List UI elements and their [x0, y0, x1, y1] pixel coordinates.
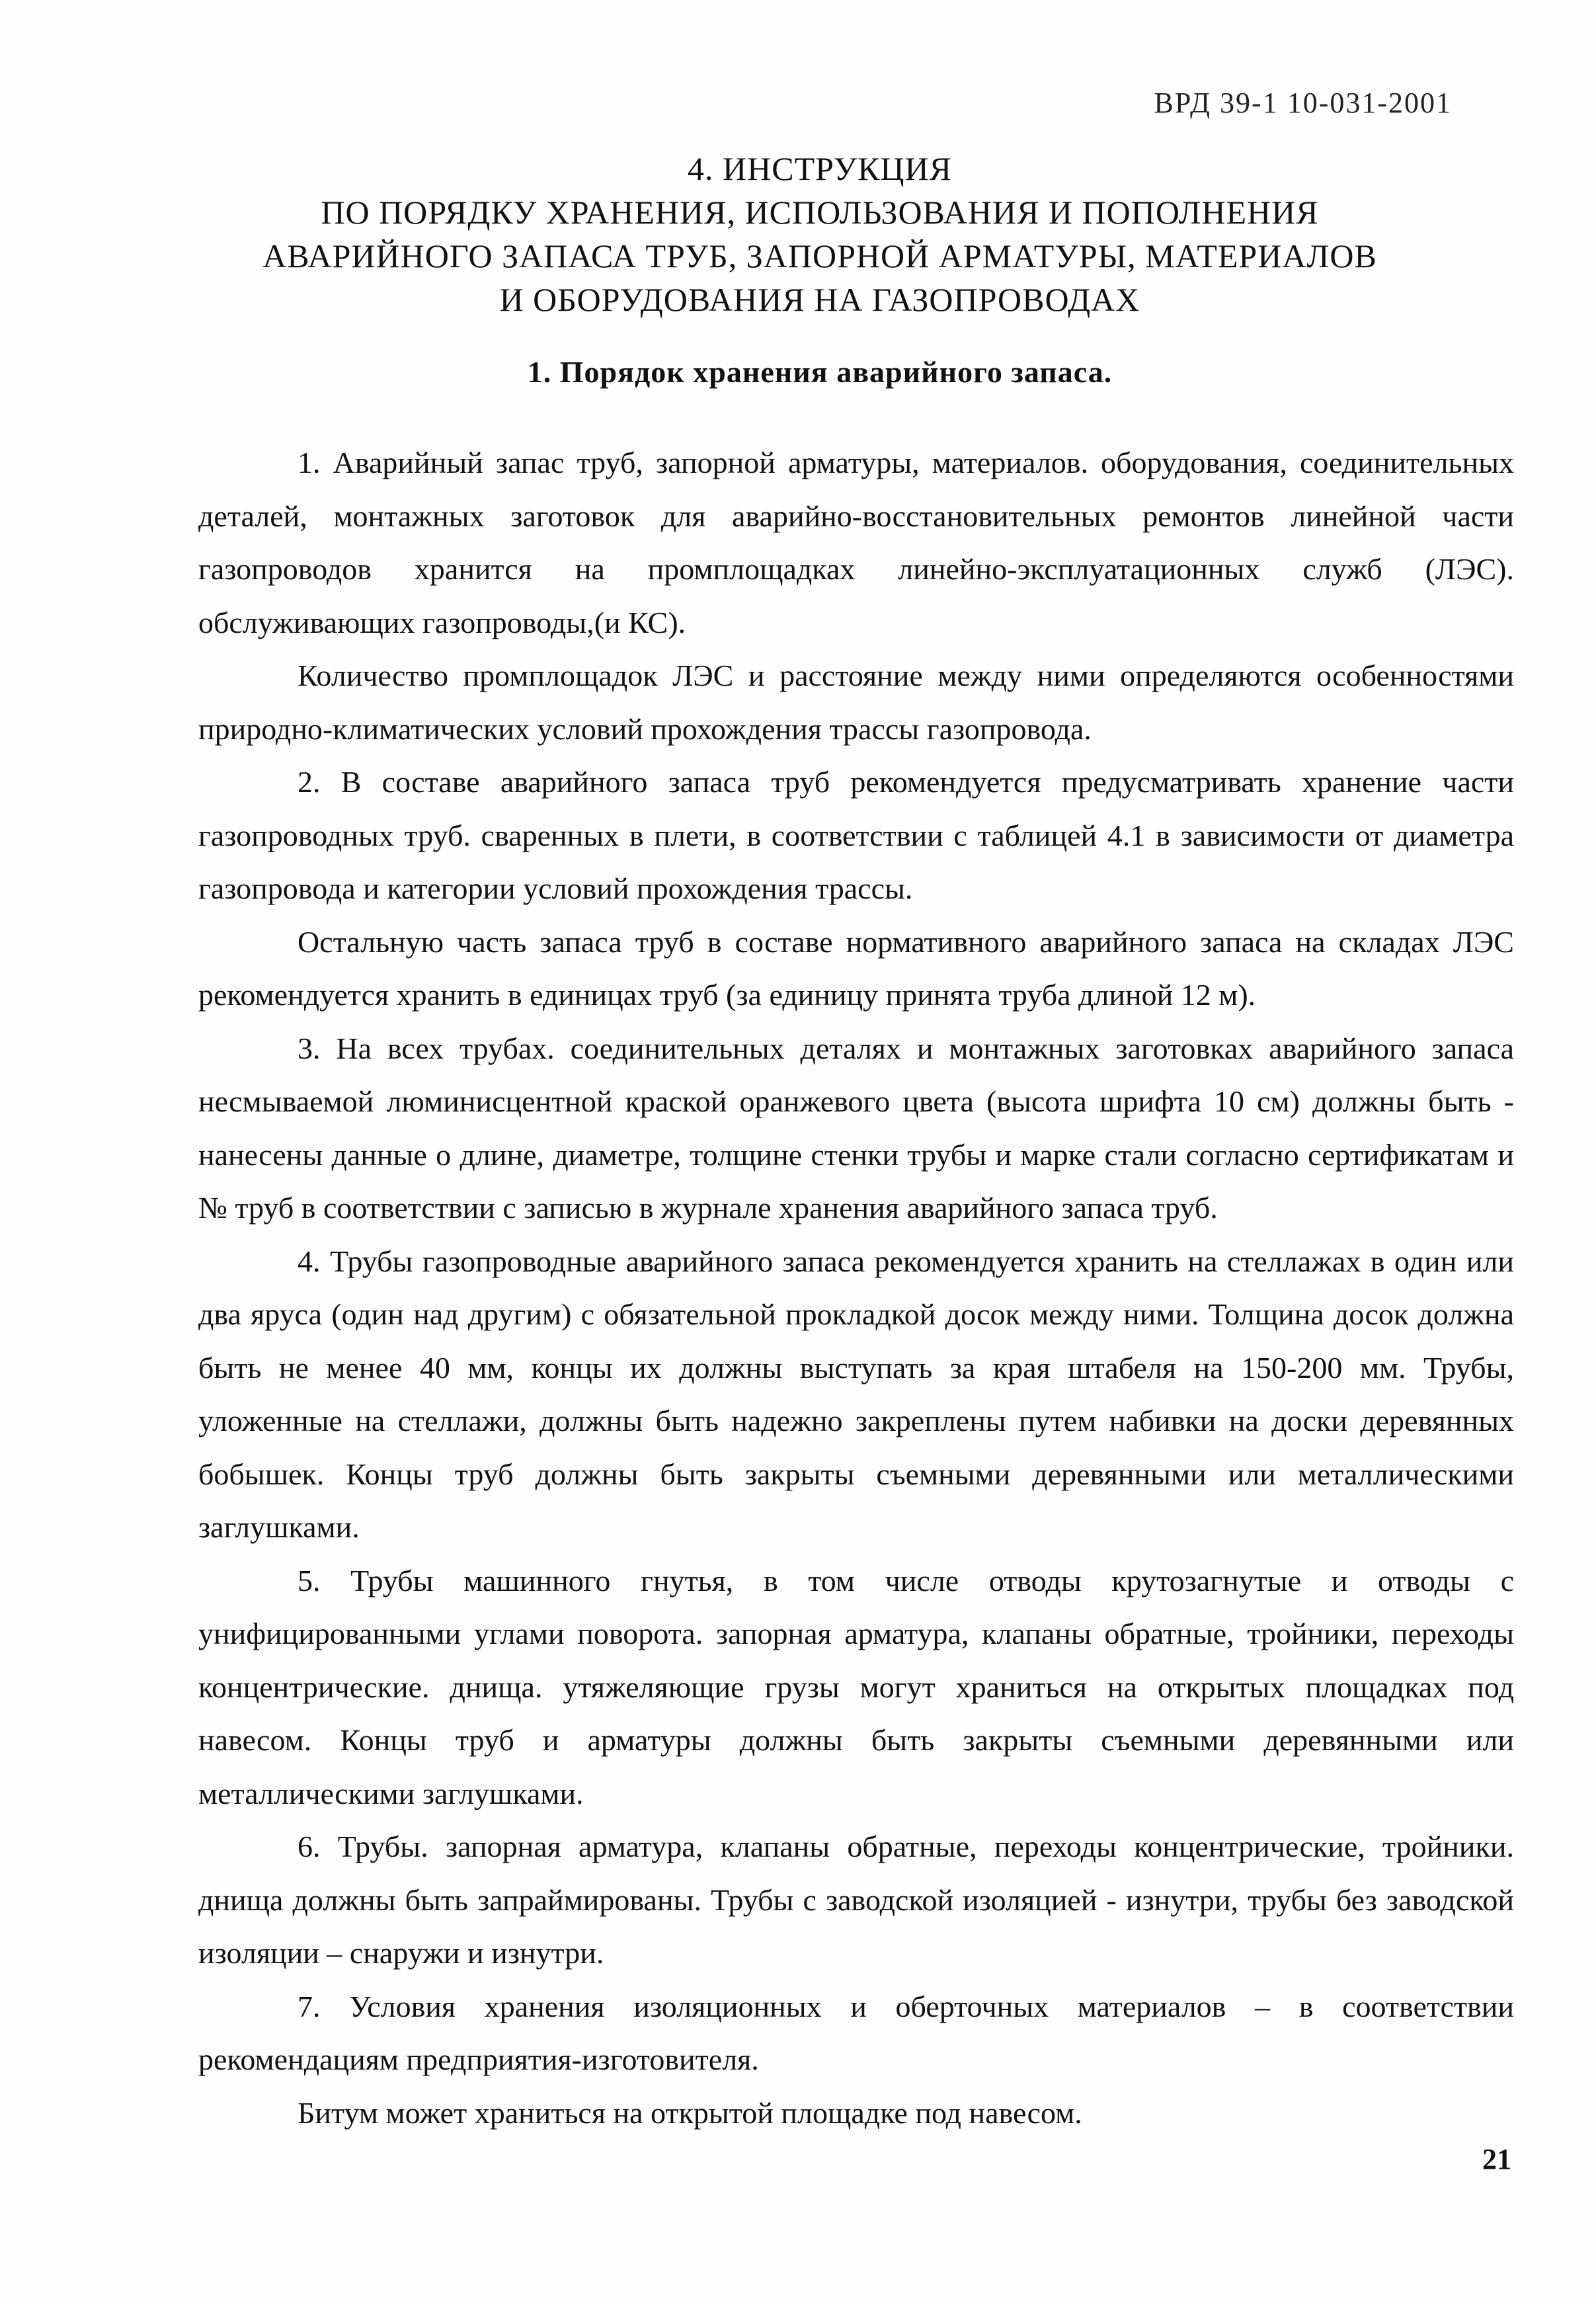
body-text: [198, 436, 1514, 2140]
paragraph: 7. Условия хранения изоляционных и оберточных материалов – в соответствии рекомендациям предприятия-изготовителя.: [198, 1989, 1514, 2076]
paragraph: 4. Трубы газопроводные аварийного запаса рекомендуется хранить на стеллажах в один или два яруса (один над другим) с обязательной прокладкой досок между ними. Толщина досок должна быть не менее 40 мм, концы их должны выступать за края штабеля на 150-200 мм. Трубы, уложенные на стеллажи, должны быть надежно закреплены путем набивки на доски деревянных бобышек. Концы труб должны быть закрыты съемными деревянными или металлическими заглушками.: [198, 1244, 1514, 1544]
title-line: И ОБОРУДОВАНИЯ НА ГАЗОПРОВОДАХ: [499, 281, 1140, 318]
paragraph: 6. Трубы. запорная арматура, клапаны обратные, переходы концентрические, тройники. днища должны быть запраймированы. Трубы с заводской изоляцией - изнутри, трубы без заводской изоляции – снаружи и изнутри.: [198, 1830, 1514, 1970]
title-line: АВАРИЙНОГО ЗАПАСА ТРУБ, ЗАПОРНОЙ АРМАТУРЫ, МАТЕРИАЛОВ: [262, 237, 1377, 274]
paragraph: Битум может храниться на открытой площадке под навесом.: [298, 2095, 1082, 2130]
paragraph: 2. В составе аварийного запаса труб рекомендуется предусматривать хранение части газопроводных труб. сваренных в плети, в соответствии с таблицей 4.1 в зависимости от диаметра газопровода и категории условий прохождения трассы.: [198, 765, 1514, 905]
title-line: 4. ИНСТРУКЦИЯ: [688, 150, 952, 187]
section-heading: 1. Порядок хранения аварийного запаса.: [527, 355, 1113, 389]
paragraph: 5. Трубы машинного гнутья, в том числе отводы крутозагнутые и отводы с унифицированными углами поворота. запорная арматура, клапаны обратные, тройники, переходы концентрические. днища. утяжеляющие грузы могут храниться на открытых площадках под навесом. Концы труб и арматуры должны быть закрыты съемными деревянными или металлическими заглушками.: [198, 1563, 1514, 1810]
paragraph: Остальную часть запаса труб в составе нормативного аварийного запаса на складах ЛЭС рекомендуется хранить в единицах труб (за единицу принята труба длиной 12 м).: [198, 924, 1514, 1012]
title-line: ПО ПОРЯДКУ ХРАНЕНИЯ, ИСПОЛЬЗОВАНИЯ И ПОПОЛНЕНИЯ: [321, 194, 1319, 231]
paragraph: Количество промплощадок ЛЭС и расстояние между ними определяются особенностями природно-климатических условий прохождения трассы газопровода.: [198, 659, 1514, 746]
paragraph: 1. Аварийный запас труб, запорной арматуры, материалов. оборудования, соединительных деталей, монтажных заготовок для аварийно-восстановительных ремонтов линейной части газопроводов хранится на промплощадках линейно-эксплуатационных служб (ЛЭС). обслуживающих газопроводы,(и КС).: [198, 446, 1514, 639]
instruction-title: [198, 147, 1441, 321]
document-code: ВРД 39-1 10-031-2001: [1154, 87, 1452, 119]
paragraph: 3. На всех трубах. соединительных деталях и монтажных заготовках аварийного запаса несмываемой люминисцентной краской оранжевого цвета (высота шрифта 10 см) должны быть - нанесены данные о длине, диаметре, толщине стенки трубы и марке стали согласно сертификатам и № труб в соответствии с записью в журнале хранения аварийного запаса труб.: [198, 1031, 1514, 1225]
page-number: 21: [1482, 2143, 1511, 2175]
